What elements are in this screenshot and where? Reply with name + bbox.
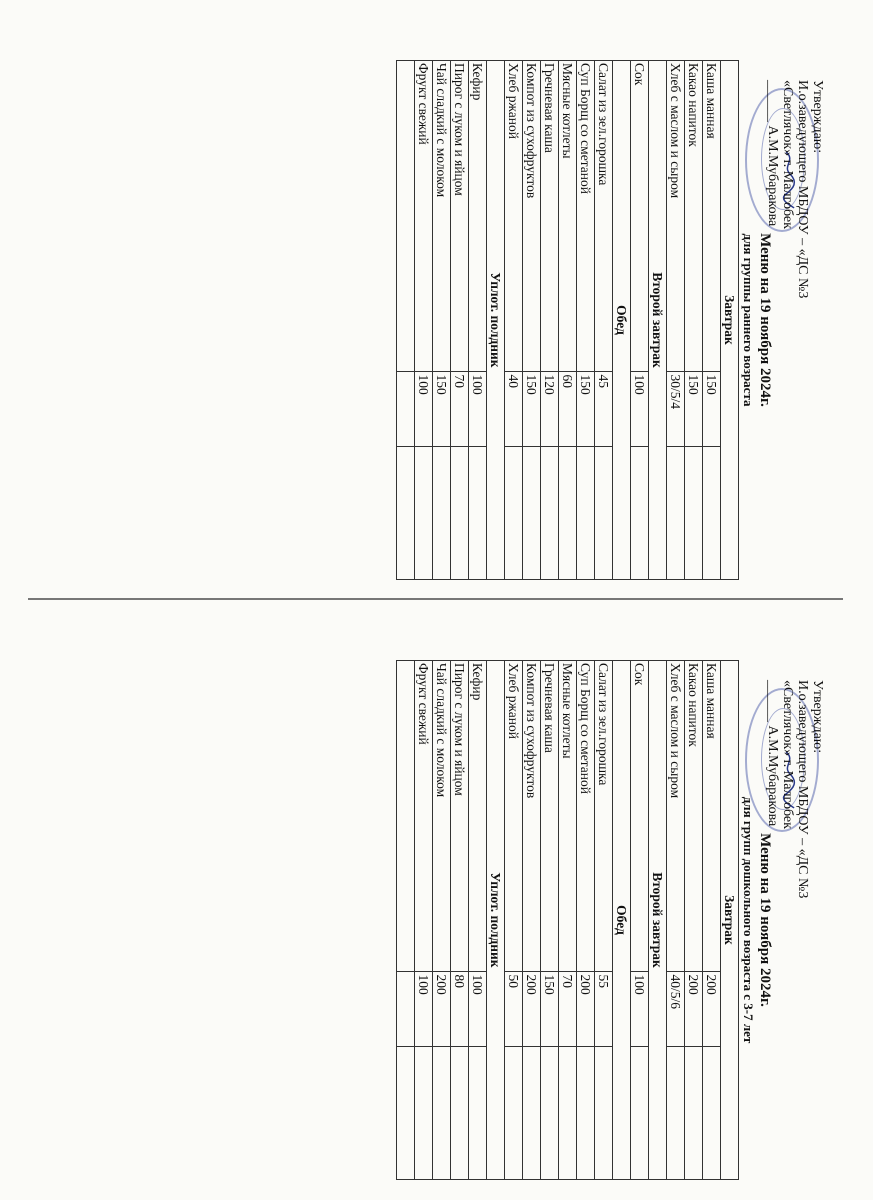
table-row [703,661,721,1180]
dish-name: Пирог с луком и яйцом [451,61,469,372]
table-row [595,61,613,580]
empty-cell [595,446,613,579]
empty-cell [667,1046,685,1179]
section-heading: Обед [613,661,631,1180]
empty-cell [541,446,559,579]
empty-cell [397,1046,415,1179]
dish-name: Гречневая каша [541,661,559,972]
dish-name: Салат из зел.горошка [595,61,613,372]
empty-cell [559,1046,577,1179]
table-row [433,61,451,580]
table-row [667,661,685,1180]
empty-cell [577,1046,595,1179]
dish-quantity: 200 [703,972,721,1046]
dish-quantity: 150 [523,372,541,446]
approval-line: И.о.заведующего МБДОУ – «ДС №3 [795,680,810,899]
approval-line: ______ А.М.Мубаракова [765,680,780,827]
empty-cell [685,446,703,579]
empty-cell [397,661,415,972]
section-heading: Завтрак [721,661,739,1180]
empty-cell [631,1046,649,1179]
dish-name: Каша манная [703,61,721,372]
menu-subtitle: для групп дошкольного возраста с 3-7 лет [741,796,756,1044]
empty-cell [703,1046,721,1179]
section-row [649,661,667,1180]
section-heading: Завтрак [721,61,739,580]
section-row [721,61,739,580]
dish-name: Сок [631,661,649,972]
dish-quantity: 100 [415,972,433,1046]
table-row [631,661,649,1180]
dish-name: Хлеб ржаной [505,61,523,372]
table-row [595,661,613,1180]
table-row [523,61,541,580]
dish-quantity: 100 [631,372,649,446]
table-row [667,61,685,580]
dish-name: Кефир [469,61,487,372]
dish-quantity: 150 [577,372,595,446]
dish-quantity: 50 [505,972,523,1046]
table-row [451,661,469,1180]
section-row [613,61,631,580]
approval-line: Утверждаю: [810,80,825,154]
table-row [469,61,487,580]
table-row [469,661,487,1180]
dish-name: Салат из зел.горошка [595,661,613,972]
table-row [451,61,469,580]
menu-table [396,660,739,1180]
dish-quantity: 45 [595,372,613,446]
section-heading: Обед [613,61,631,580]
dish-name: Пирог с луком и яйцом [451,661,469,972]
empty-cell [595,1046,613,1179]
menu-title-block [741,660,773,1180]
empty-cell [577,446,595,579]
dish-quantity: 55 [595,972,613,1046]
dish-name: Суп Борщ со сметаной [577,661,595,972]
dish-quantity: 100 [415,372,433,446]
dish-quantity: 200 [685,972,703,1046]
dish-name: Гречневая каша [541,61,559,372]
dish-quantity: 100 [469,372,487,446]
dish-quantity: 60 [559,372,577,446]
empty-cell [541,1046,559,1179]
empty-cell [397,61,415,372]
empty-cell [469,1046,487,1179]
empty-cell [703,446,721,579]
menu-title: Меню на 19 ноября 2024г. [757,833,773,1007]
dish-name: Какао напиток [685,661,703,972]
empty-cell [523,1046,541,1179]
spacer-row [397,61,415,580]
dish-quantity: 150 [685,372,703,446]
dish-name: Кефир [469,661,487,972]
table-row [577,61,595,580]
dish-name: Хлеб с маслом и сыром [667,661,685,972]
menu-subtitle: для группы раннего возраста [741,233,756,407]
empty-cell [433,1046,451,1179]
dish-quantity: 70 [451,372,469,446]
dish-name: Хлеб с маслом и сыром [667,61,685,372]
dish-quantity: 150 [541,972,559,1046]
table-row [415,61,433,580]
section-heading: Уплот. полдник [487,61,505,580]
dish-quantity: 200 [433,972,451,1046]
empty-cell [397,372,415,446]
table-row [559,661,577,1180]
approval-line: И.о.заведующего МБДОУ – «ДС №3 [795,80,810,299]
dish-name: Чай сладкий с молоком [433,661,451,972]
empty-cell [667,446,685,579]
empty-cell [415,446,433,579]
dish-quantity: 200 [577,972,595,1046]
dish-name: Суп Борщ со сметаной [577,61,595,372]
approval-line: ______ А.М.Мубаракова [765,80,780,227]
dish-name: Компот из сухофруктов [523,661,541,972]
approval-line: Утверждаю: [810,680,825,754]
menu-title-block [741,60,773,580]
table-row [505,61,523,580]
section-heading: Второй завтрак [649,661,667,1180]
dish-name: Каша манная [703,661,721,972]
approval-line: «Светлячок» г. Малгобек [780,80,795,229]
empty-cell [505,1046,523,1179]
dish-name: Сок [631,61,649,372]
dish-name: Компот из сухофруктов [523,61,541,372]
section-row [613,661,631,1180]
dish-quantity: 100 [469,972,487,1046]
empty-cell [451,1046,469,1179]
approval-line: «Светлячок» г. Малгобек [780,680,795,829]
empty-cell [415,1046,433,1179]
dish-quantity: 150 [433,372,451,446]
table-row [415,661,433,1180]
empty-cell [433,446,451,579]
empty-cell [685,1046,703,1179]
spacer-row [397,661,415,1180]
table-row [631,61,649,580]
dish-quantity: 120 [541,372,559,446]
table-row [703,61,721,580]
dish-name: Хлеб ржаной [505,661,523,972]
menu-table [396,60,739,580]
menu-title: Меню на 19 ноября 2024г. [757,233,773,407]
section-row [487,61,505,580]
empty-cell [469,446,487,579]
dish-quantity: 40/5/6 [667,972,685,1046]
empty-cell [397,972,415,1046]
section-row [721,661,739,1180]
section-row [649,61,667,580]
table-row [685,61,703,580]
table-row [559,61,577,580]
dish-name: Мясные котлеты [559,661,577,972]
dish-quantity: 100 [631,972,649,1046]
table-row [541,61,559,580]
empty-cell [523,446,541,579]
table-row [541,661,559,1180]
dish-quantity: 40 [505,372,523,446]
section-heading: Уплот. полдник [487,661,505,1180]
dish-quantity: 30/5/4 [667,372,685,446]
dish-name: Фрукт свежий [415,61,433,372]
approval-block [765,680,825,1100]
empty-cell [505,446,523,579]
menu-panel-preschool [0,600,873,1200]
table-row [577,661,595,1180]
empty-cell [631,446,649,579]
dish-name: Чай сладкий с молоком [433,61,451,372]
empty-cell [451,446,469,579]
dish-name: Какао напиток [685,61,703,372]
empty-cell [397,446,415,579]
table-row [685,661,703,1180]
table-row [505,661,523,1180]
table-row [433,661,451,1180]
approval-block [765,80,825,500]
dish-name: Фрукт свежий [415,661,433,972]
dish-quantity: 70 [559,972,577,1046]
section-heading: Второй завтрак [649,61,667,580]
dish-quantity: 150 [703,372,721,446]
table-row [523,661,541,1180]
empty-cell [559,446,577,579]
dish-quantity: 80 [451,972,469,1046]
dish-quantity: 200 [523,972,541,1046]
dish-name: Мясные котлеты [559,61,577,372]
section-row [487,661,505,1180]
